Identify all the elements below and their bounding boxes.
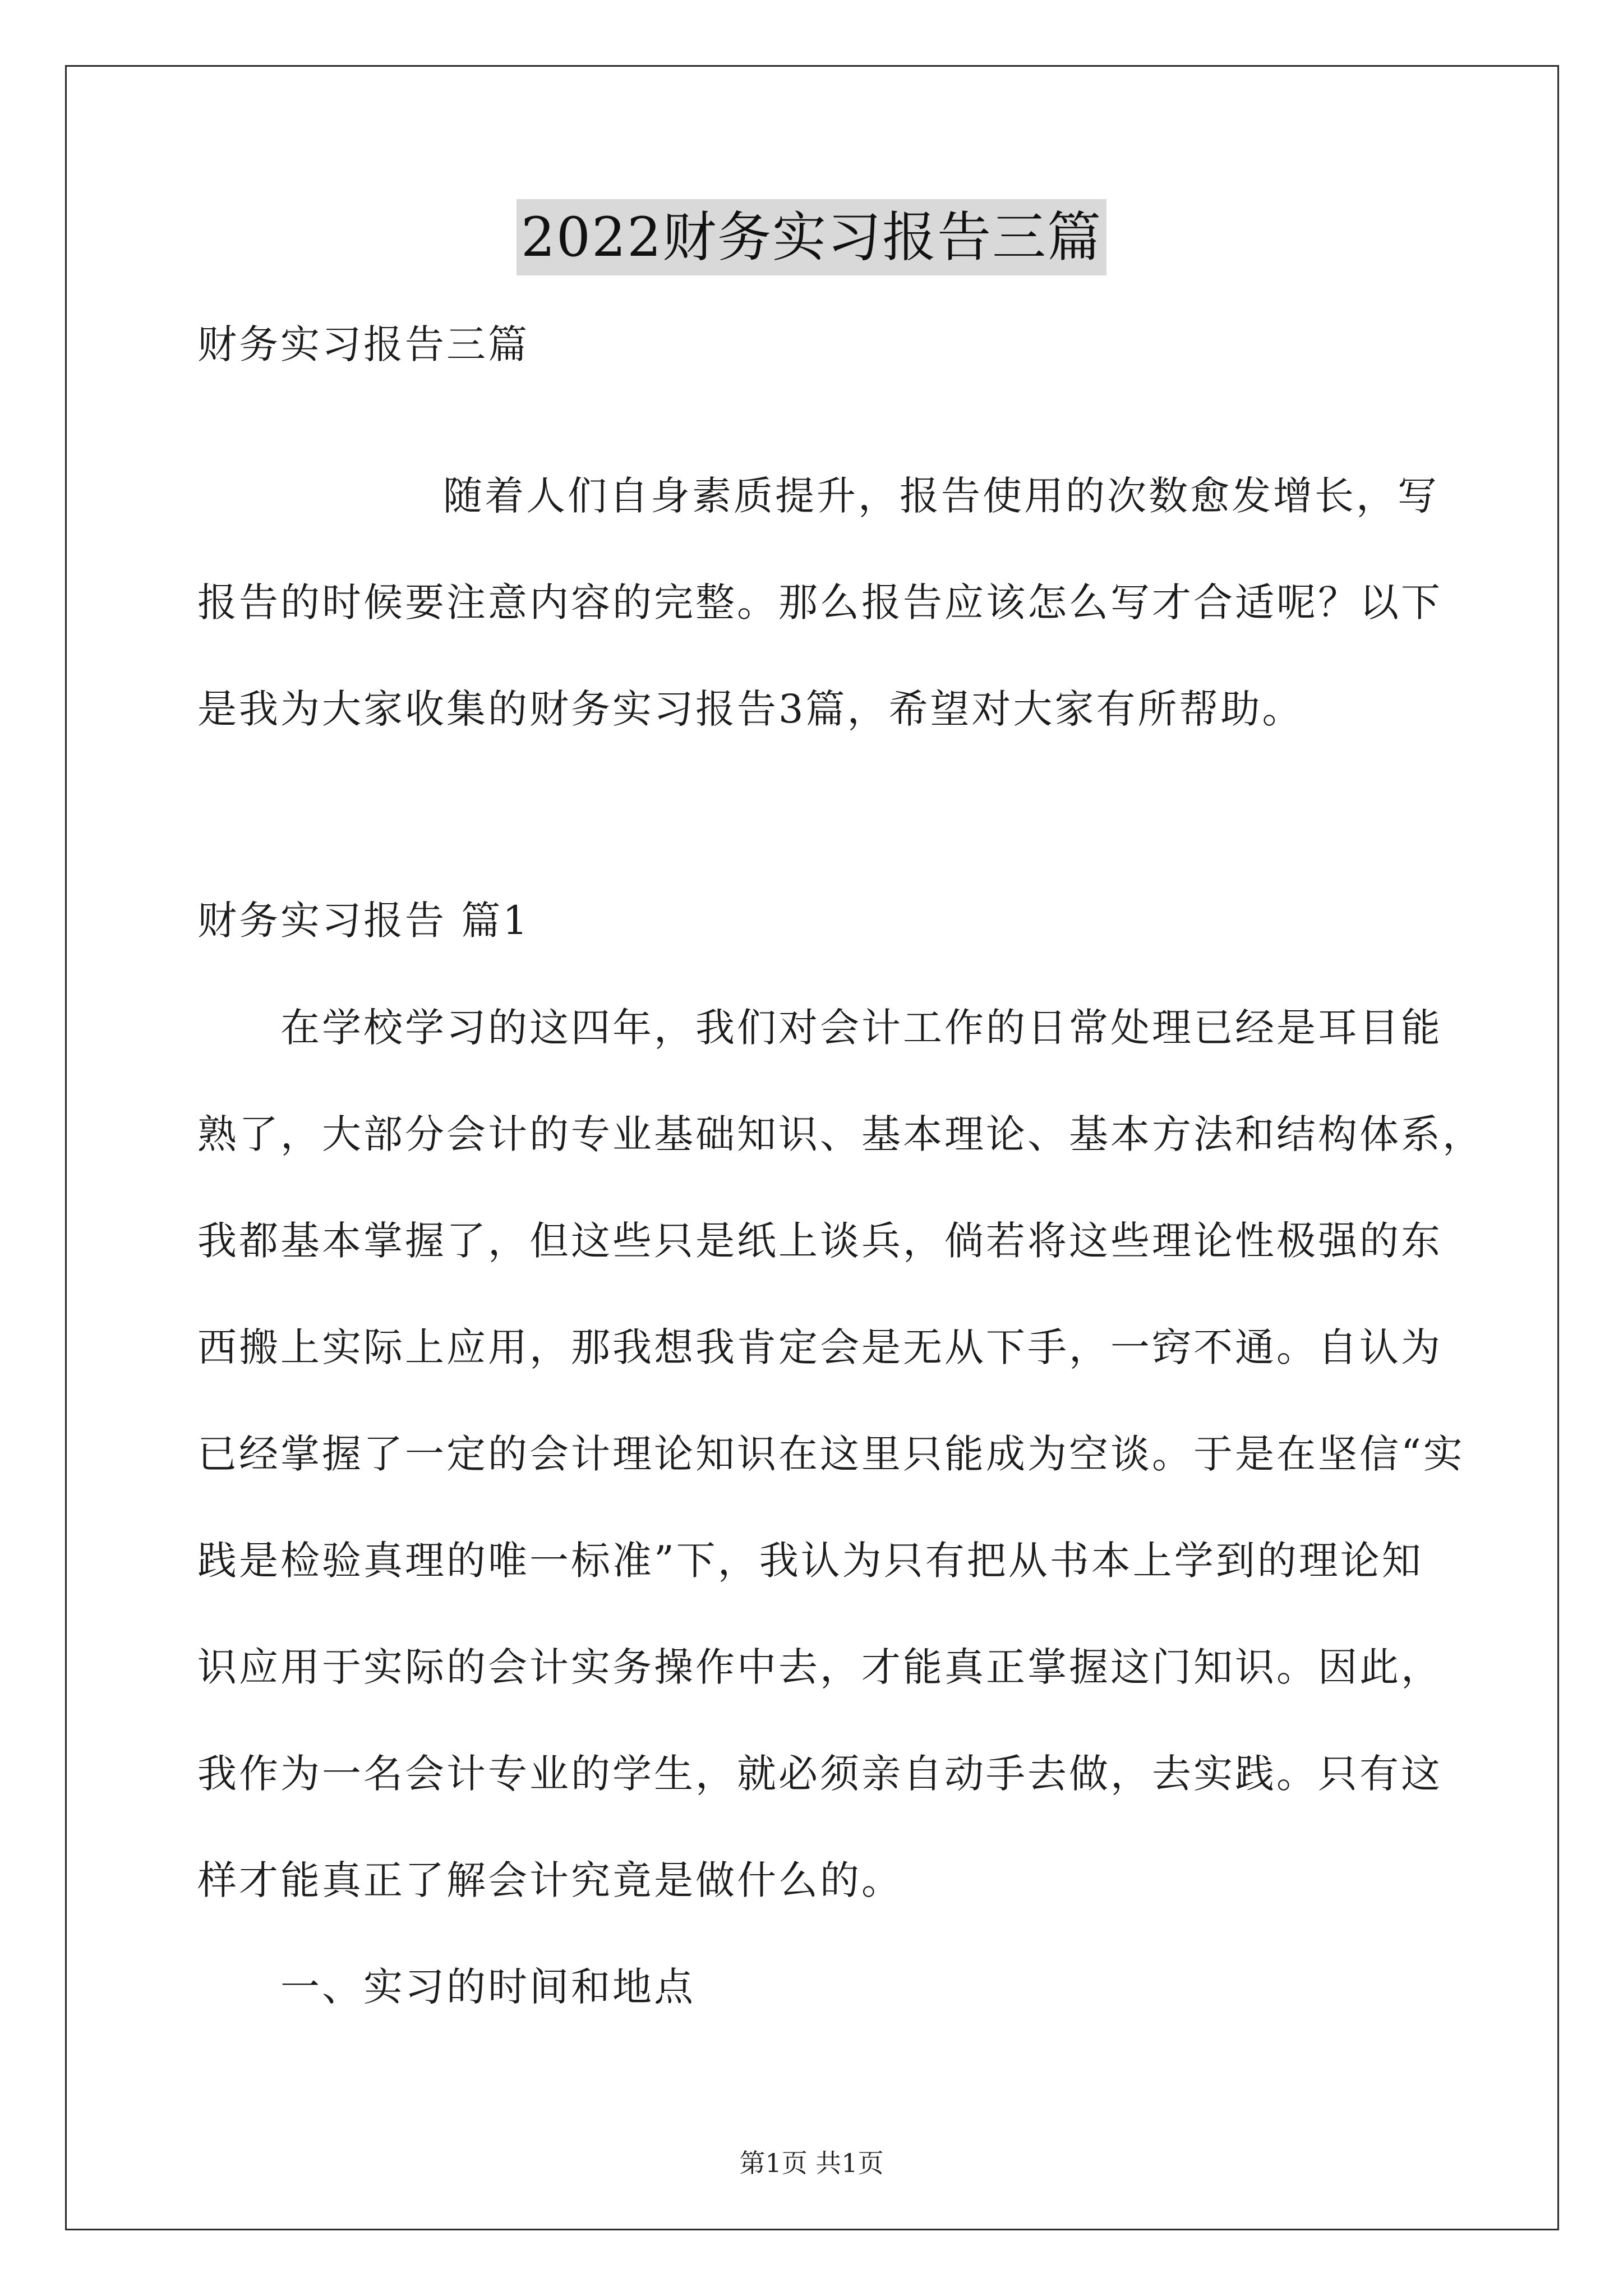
body-line-5: 已经掌握了一定的会计理论知识在这里只能成为空谈。于是在坚信“实 xyxy=(197,1431,1465,1477)
body-line-2: 熟了，大部分会计的专业基础知识、基本理论、基本方法和结构体系， xyxy=(197,1111,1484,1157)
body-line-1: 在学校学习的这四年，我们对会计工作的日常处理已经是耳目能 xyxy=(280,1005,1442,1051)
subheading: 一、实习的时间和地点 xyxy=(280,1964,695,2010)
body-line-6: 践是检验真理的唯一标准”下，我认为只有把从书本上学到的理论知 xyxy=(197,1538,1423,1584)
title-container xyxy=(0,199,1623,275)
section-heading: 财务实习报告 篇1 xyxy=(197,898,530,944)
intro-line-1: 随着人们自身素质提升，报告使用的次数愈发增长，写 xyxy=(443,473,1439,519)
intro-line-2: 报告的时候要注意内容的完整。那么报告应该怎么写才合适呢？以下 xyxy=(197,579,1442,625)
body-line-7: 识应用于实际的会计实务操作中去，才能真正掌握这门知识。因此， xyxy=(197,1644,1442,1690)
body-line-9: 样才能真正了解会计究竟是做什么的。 xyxy=(197,1857,903,1903)
document-title: 2022财务实习报告三篇 xyxy=(517,199,1106,275)
intro-line-3: 是我为大家收集的财务实习报告3篇，希望对大家有所帮助。 xyxy=(197,686,1304,732)
body-line-3: 我都基本掌握了，但这些只是纸上谈兵，倘若将这些理论性极强的东 xyxy=(197,1218,1442,1264)
document-subtitle: 财务实习报告三篇 xyxy=(197,321,529,367)
body-line-4: 西搬上实际上应用，那我想我肯定会是无从下手，一窍不通。自认为 xyxy=(197,1324,1442,1370)
body-line-8: 我作为一名会计专业的学生，就必须亲自动手去做，去实践。只有这 xyxy=(197,1751,1442,1797)
page-footer: 第1页 共1页 xyxy=(739,2148,884,2178)
